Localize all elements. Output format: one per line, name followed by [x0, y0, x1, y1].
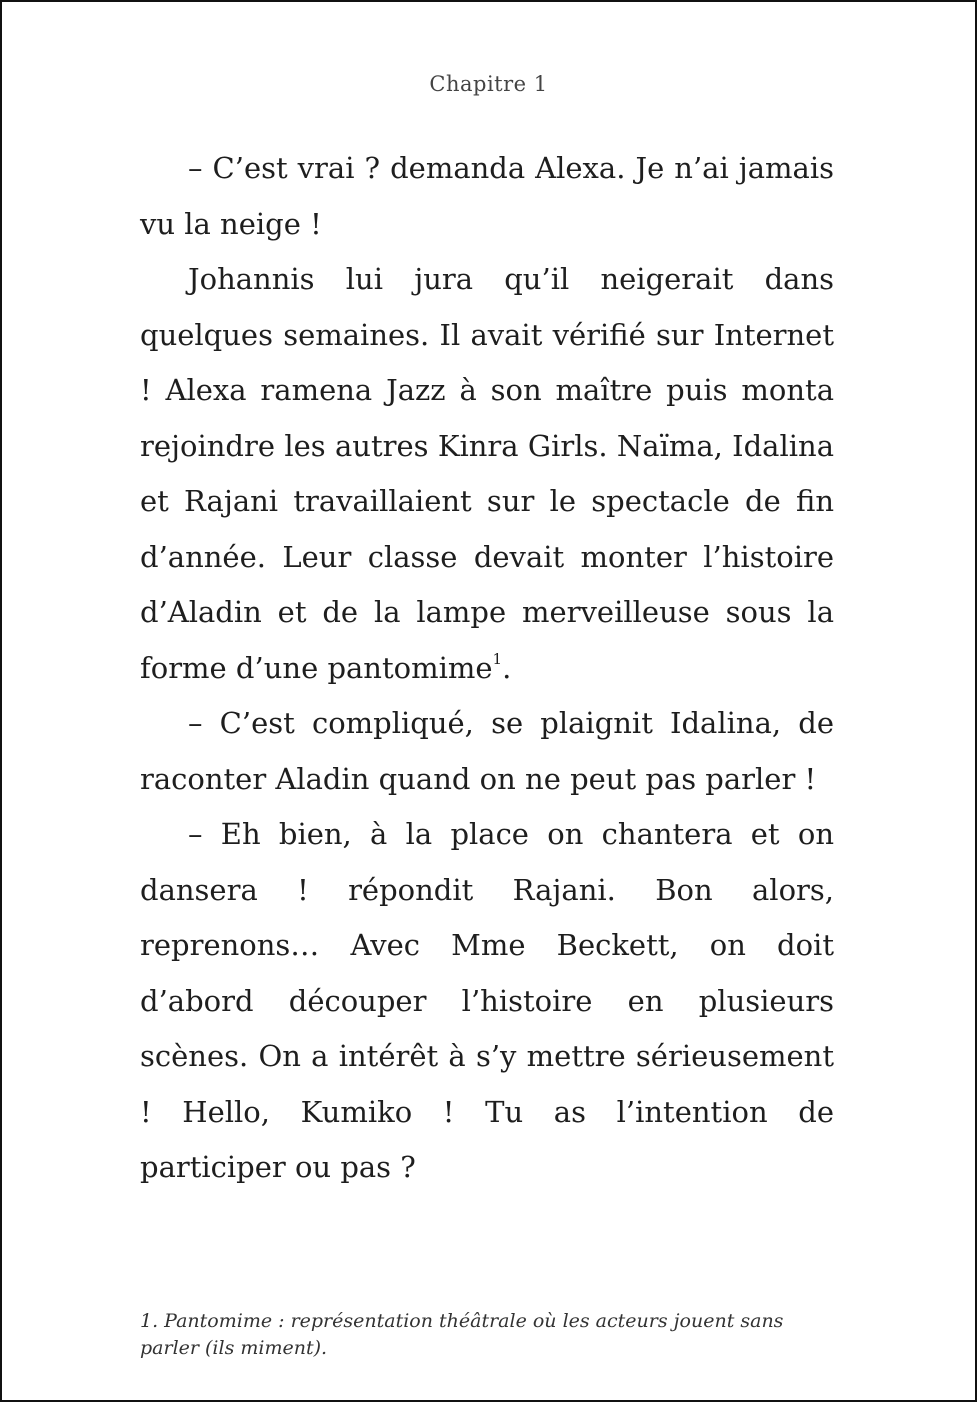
- footnote-reference: 1: [492, 649, 503, 668]
- paragraph-3: – C’est compliqué, se plaignit Idalina, de raconter Aladin quand on ne peut pas parler !: [140, 706, 834, 796]
- paragraph-2-tail: .: [502, 650, 512, 685]
- paragraph-2-text: Johannis lui jura qu’il neigerait dans quelques semaines. Il avait vérifié sur Internet ! Alexa ramena Jazz à son maître puis monta rejoindre les autres Kinra Girls. Naïma, Idalina et Rajani travaillaient sur le spectacle de fin d’année. Leur classe devait monter l’histoire d’Aladin et de la lampe merveilleuse sous la forme d’une pantomime: [140, 262, 834, 685]
- paragraph-4: – Eh bien, à la place on chantera et on dansera ! répondit Rajani. Bon alors, reprenons… Avec Mme Beckett, on doit d’abord découper l’histoire en plusieurs scènes. On a intérêt à s’y mettre sérieusement ! Hello, Kumiko ! Tu as l’intention de participer ou pas ?: [140, 817, 834, 1184]
- footnote: 1. Pantomime : représentation théâtrale où les acteurs jouent sans parler (ils miment).: [140, 1310, 784, 1359]
- body-text: [140, 141, 834, 1196]
- paragraph-2: [140, 252, 834, 696]
- chapter-header: Chapitre 1: [429, 72, 548, 96]
- paragraph-1: – C’est vrai ? demanda Alexa. Je n’ai jamais vu la neige !: [140, 151, 834, 241]
